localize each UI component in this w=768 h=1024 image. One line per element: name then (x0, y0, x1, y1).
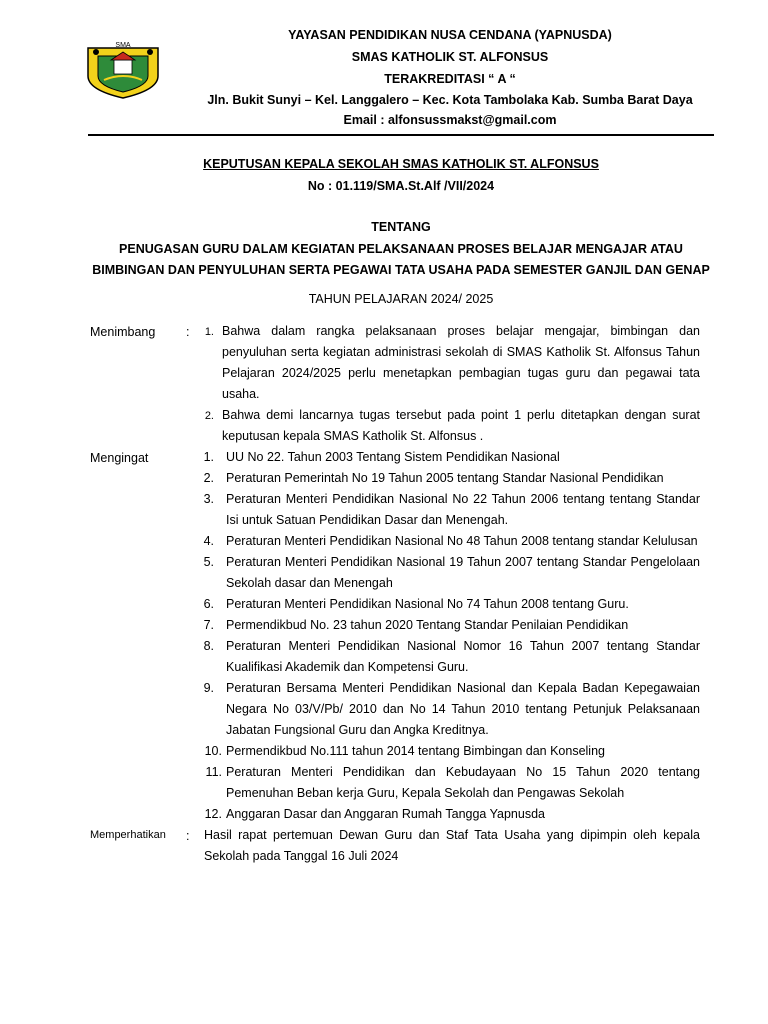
item-text: UU No 22. Tahun 2003 Tentang Sistem Pendidikan Nasional (226, 450, 560, 464)
school-email: Email : alfonsussmakst@gmail.com (343, 113, 557, 127)
item-text: Permendikbud No. 23 tahun 2020 Tentang Standar Penilaian Pendidikan (226, 618, 629, 632)
memperhatikan-colon: : (186, 829, 190, 843)
item-number: 2. (204, 410, 214, 422)
menimbang-label: Menimbang (90, 325, 156, 339)
item-number: 8. (203, 639, 214, 653)
item-number: 4. (203, 534, 214, 548)
item-number: 11. (205, 765, 222, 779)
item-number: 6. (203, 597, 214, 611)
item-number: 1. (203, 450, 214, 464)
item-text: Peraturan Bersama Menteri Pendidikan Nasional dan Kepala Badan Kepegawaian Negara No 03/V/Pb/ 2010 dan No 14 Tahun 2010 tentang Petunjuk Pelaksanaan Jabatan Fungsional Guru dan Angka Kreditnya. (226, 681, 700, 737)
svg-text:SMA: SMA (115, 42, 131, 49)
item-text: Peraturan Menteri Pendidikan Nasional Nomor 16 Tahun 2007 tentang Standar Kualifikasi Akademik dan Kompetensi Guru. (226, 639, 700, 674)
item-number: 12. (204, 807, 222, 821)
item-text: Peraturan Menteri Pendidikan dan Kebudayaan No 15 Tahun 2020 tentang Pemenuhan Beban kerja Guru, Kepala Sekolah dan Pengawas Sekolah (226, 765, 700, 800)
item-text: Peraturan Menteri Pendidikan Nasional 19 Tahun 2007 tentang Standar Pengelolaan Sekolah dasar dan Menengah (226, 555, 700, 590)
letterhead-divider (88, 134, 714, 136)
item-text: Peraturan Pemerintah No 19 Tahun 2005 tentang Standar Nasional Pendidikan (226, 471, 664, 485)
about-heading: TENTANG (371, 220, 431, 234)
item-number: 1. (204, 326, 214, 338)
memperhatikan-label: Memperhatikan (90, 829, 166, 841)
item-number: 5. (203, 555, 214, 569)
item-text: Bahwa dalam rangka pelaksanaan proses belajar mengajar, bimbingan dan penyuluhan serta kegiatan administrasi sekolah di SMAS Katholik St. Alfonsus Tahun Pelajaran 2024/2025 perlu menetapkan pembagian tugas guru dan pegawai tata usaha. (222, 324, 700, 401)
item-number: 3. (203, 492, 214, 506)
decision-number: No : 01.119/SMA.St.Alf /VII/2024 (307, 179, 495, 193)
mengingat-label: Mengingat (90, 451, 149, 465)
item-text: Peraturan Menteri Pendidikan Nasional No 48 Tahun 2008 tentang standar Kelulusan (226, 534, 698, 548)
foundation-name: YAYASAN PENDIDIKAN NUSA CENDANA (YAPNUSDA) (288, 28, 612, 42)
accreditation: TERAKREDITASI “ A “ (384, 72, 516, 86)
school-address: Jln. Bukit Sunyi – Kel. Langgalero – Kec. Kota Tambolaka Kab. Sumba Barat Daya (207, 93, 693, 107)
item-number: 7. (203, 618, 214, 632)
school-logo (84, 38, 162, 100)
item-text: Bahwa demi lancarnya tugas tersebut pada point 1 perlu ditetapkan dengan surat keputusan kepala SMAS Katholik St. Alfonsus . (222, 408, 700, 443)
item-number: 2. (203, 471, 214, 485)
item-text: Peraturan Menteri Pendidikan Nasional No 22 Tahun 2006 tentang tentang Standar Isi untuk Satuan Pendidikan Dasar dan Menengah. (226, 492, 700, 527)
item-text: Peraturan Menteri Pendidikan Nasional No 74 Tahun 2008 tentang Guru. (226, 597, 629, 611)
decision-title: KEPUTUSAN KEPALA SEKOLAH SMAS KATHOLIK ST. ALFONSUS (203, 157, 599, 171)
subject-line-1: PENUGASAN GURU DALAM KEGIATAN PELAKSANAAN PROSES BELAJAR MENGAJAR ATAU (119, 242, 683, 256)
school-name: SMAS KATHOLIK ST. ALFONSUS (351, 50, 549, 64)
item-text: Anggaran Dasar dan Anggaran Rumah Tangga Yapnusda (226, 807, 545, 821)
memperhatikan-text: Hasil rapat pertemuan Dewan Guru dan Staf Tata Usaha yang dipimpin oleh kepala Sekolah pada Tanggal 16 Juli 2024 (204, 828, 700, 863)
item-number: 9. (203, 681, 214, 695)
item-text: Permendikbud No.111 tahun 2014 tentang Bimbingan dan Konseling (226, 744, 605, 758)
menimbang-colon: : (186, 325, 190, 339)
academic-year: TAHUN PELAJARAN 2024/ 2025 (308, 292, 494, 306)
item-number: 10. (204, 744, 222, 758)
subject-line-2: BIMBINGAN DAN PENYULUHAN SERTA PEGAWAI TATA USAHA PADA SEMESTER GANJIL DAN GENAP (92, 263, 710, 277)
